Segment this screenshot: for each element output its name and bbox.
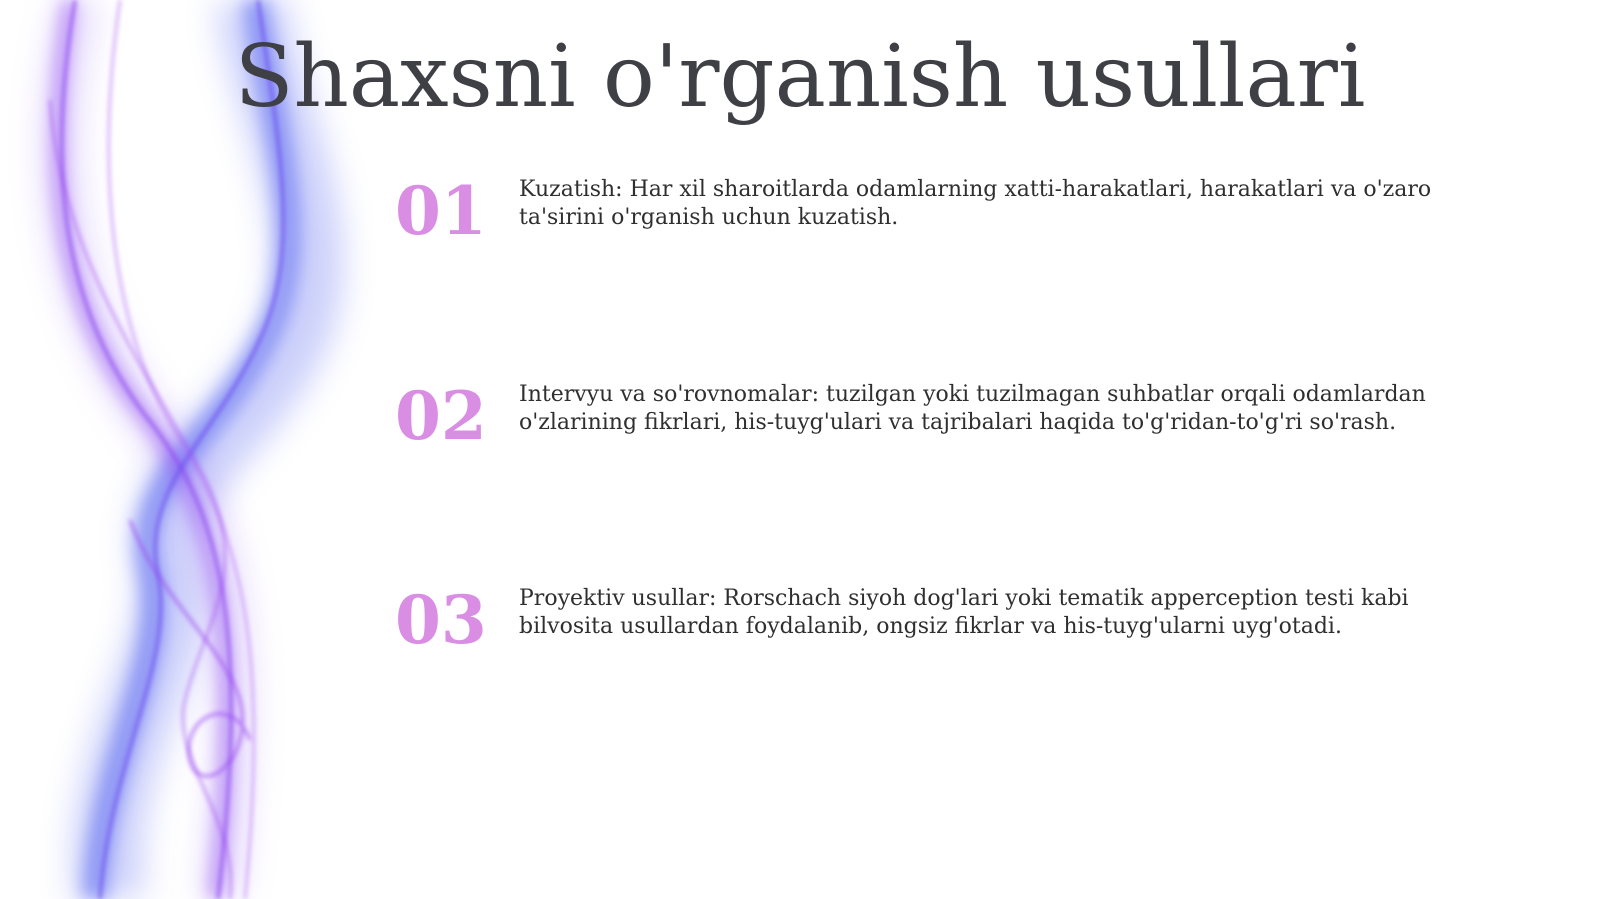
list-item (395, 581, 1455, 675)
item-text: Kuzatish: Har xil sharoitlarda odamlarning xatti-harakatlari, harakatlari va o'zaro ta'sirini o'rganish uchun kuzatish. (519, 177, 1432, 230)
list-item (395, 377, 1455, 471)
item-number: 03 (395, 581, 487, 659)
item-number: 01 (395, 172, 487, 250)
purple-smoke-decoration (0, 0, 380, 899)
slide-title: Shaxsni o'rganish usullari (234, 27, 1366, 127)
item-text: Intervyu va so'rovnomalar: tuzilgan yoki tuzilmagan suhbatlar orqali odamlardan o'zlarining fikrlari, his-tuyg'ulari va tajribalari haqida to'g'ridan-to'g'ri so'rash. (519, 382, 1426, 435)
item-text: Proyektiv usullar: Rorschach siyoh dog'lari yoki tematik apperception testi kabi bilvosita usullardan foydalanib, ongsiz fikrlar va his-tuyg'ularni uyg'otadi. (519, 586, 1409, 639)
item-number: 02 (395, 377, 487, 455)
list-item (395, 172, 1455, 266)
